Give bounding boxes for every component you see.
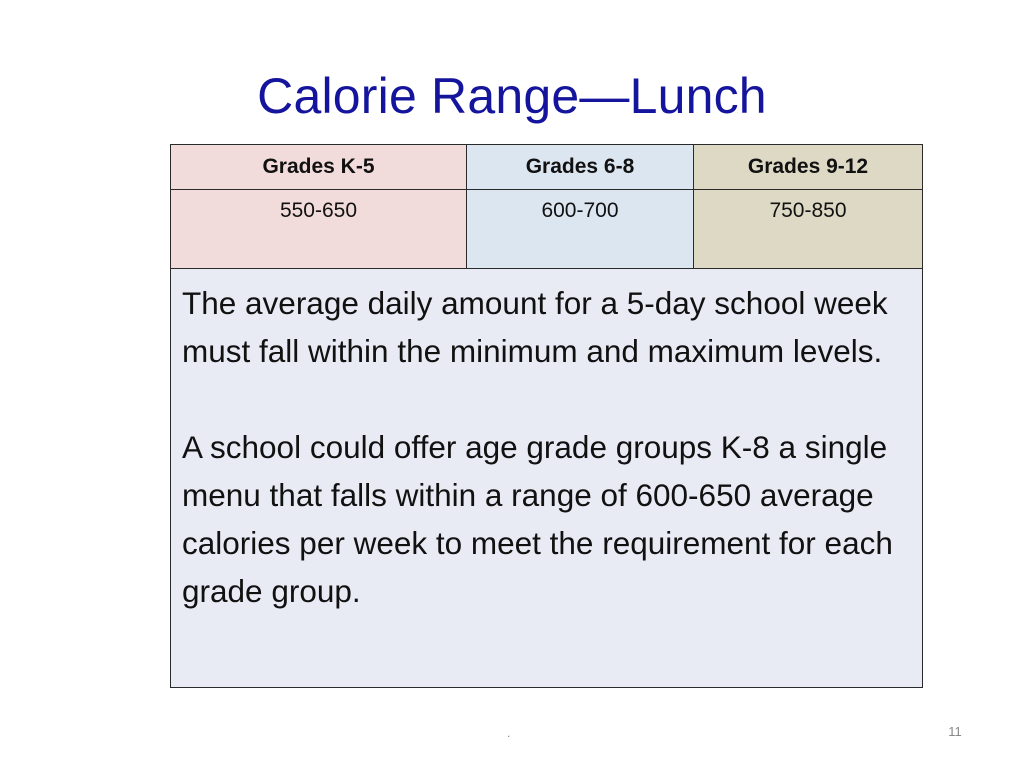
table-notes-row (171, 269, 923, 688)
table-values-row (171, 190, 923, 269)
notes-body (171, 269, 922, 615)
note-paragraph-average: The average daily amount for a 5-day school week must fall within the minimum and maximum levels. (182, 285, 888, 369)
header-grades-9-12: Grades 9-12 (694, 145, 923, 190)
calorie-range-table (170, 144, 923, 688)
note-paragraph-single-menu: A school could offer age grade groups K-8 a single menu that falls within a range of 600-650 average calories per week to meet the requirement for each grade group. (182, 429, 893, 609)
value-grades-k5: 550-650 (279, 199, 358, 222)
value-cell-6-8 (467, 190, 694, 269)
value-cell-9-12 (694, 190, 923, 269)
slide-title: Calorie Range—Lunch (257, 68, 767, 124)
header-grades-6-8: Grades 6-8 (467, 145, 694, 190)
table-header-row (171, 145, 923, 190)
slide-number: 11 (948, 724, 962, 739)
notes-cell (171, 269, 923, 688)
value-cell-k5 (171, 190, 467, 269)
footer-text: . (507, 726, 511, 740)
value-grades-6-8: 600-700 (541, 199, 619, 222)
value-grades-9-12: 750-850 (769, 199, 847, 222)
header-grades-k5: Grades K-5 (171, 145, 467, 190)
